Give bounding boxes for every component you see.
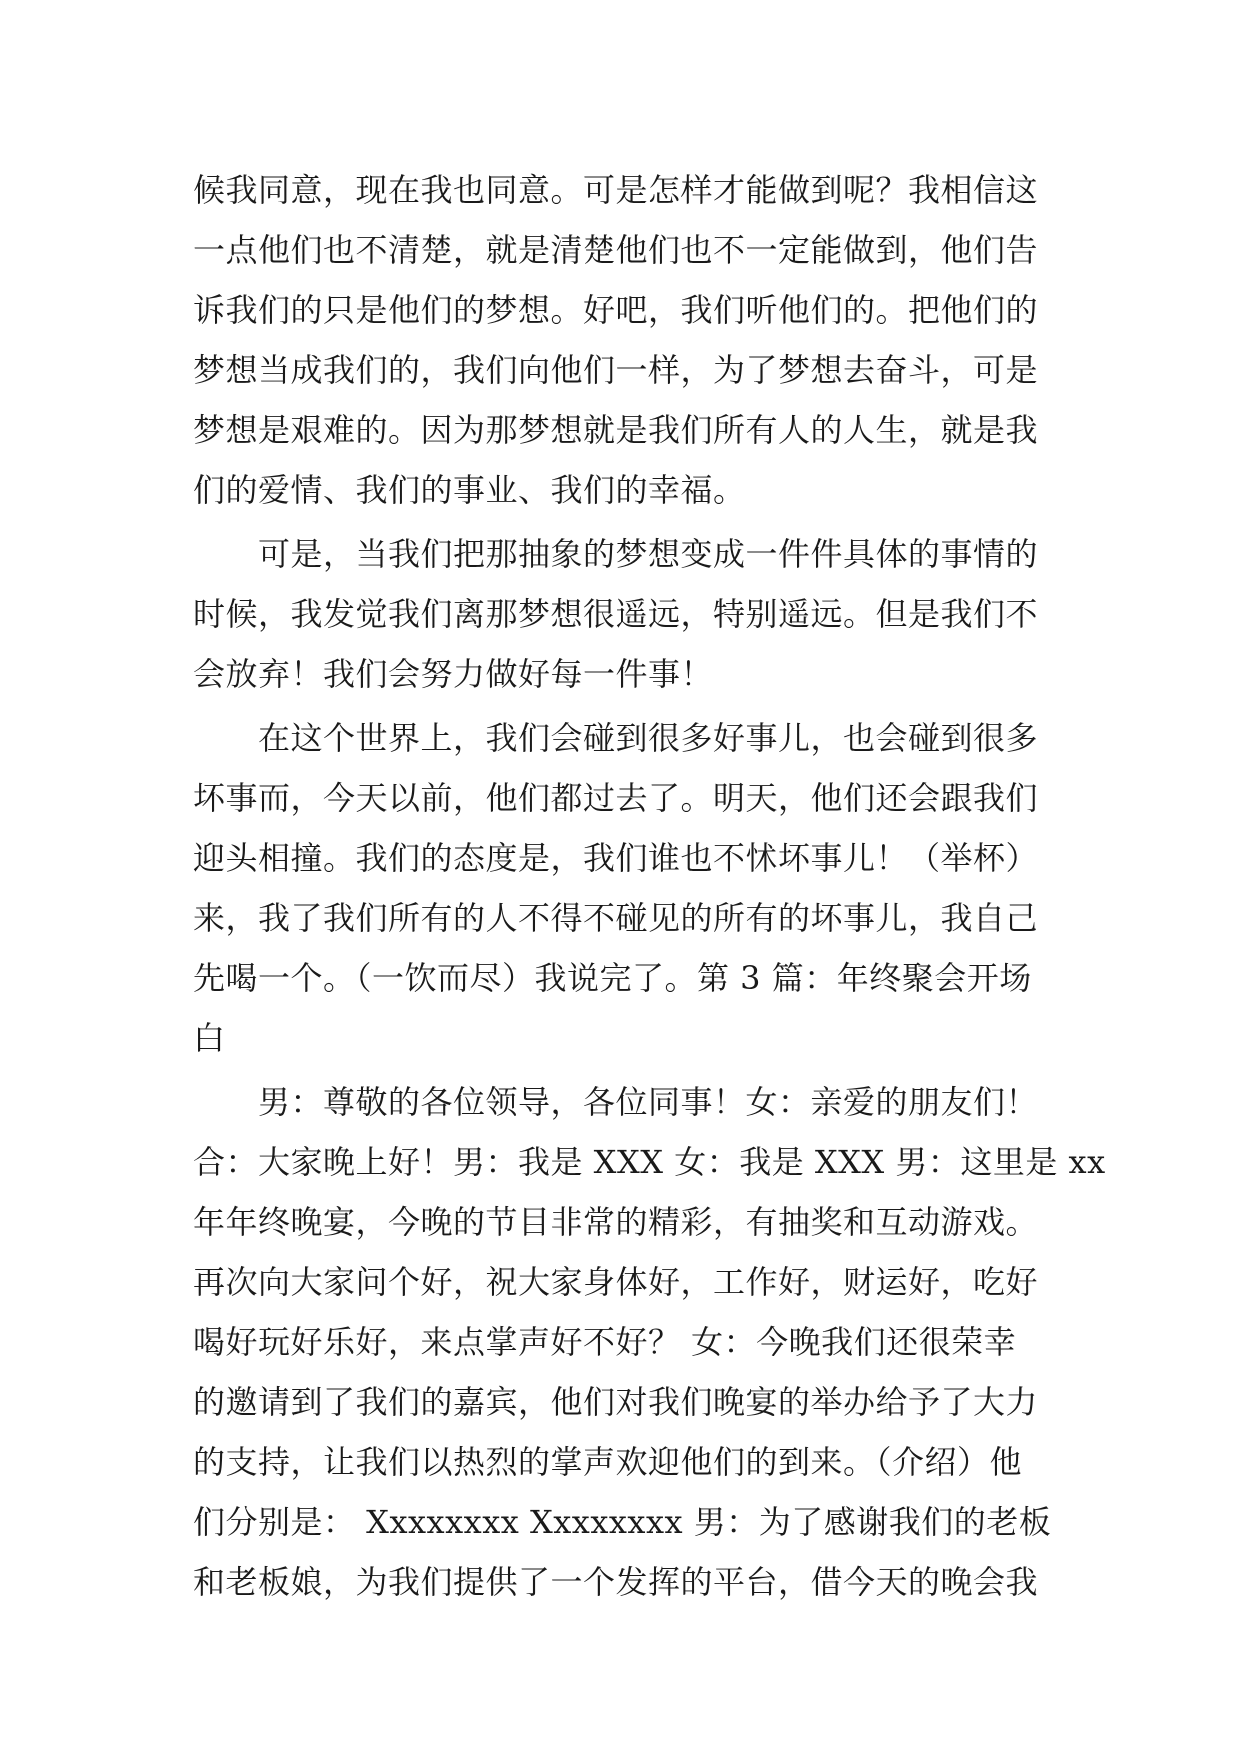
text-line: 来，我了我们所有的人不得不碰见的所有的坏事儿，我自己 xyxy=(193,899,1039,937)
text-line: 一点他们也不清楚，就是清楚他们也不一定能做到，他们告 xyxy=(193,231,1039,269)
text-line: 合：大家晚上好！男：我是 XXX 女：我是 XXX 男：这里是 xx xyxy=(193,1143,1106,1181)
text-line: 的支持，让我们以热烈的掌声欢迎他们的到来。（介绍）他 xyxy=(193,1443,1023,1481)
document-body xyxy=(193,160,1106,1612)
text-line: 再次向大家问个好，祝大家身体好，工作好，财运好，吃好 xyxy=(193,1263,1039,1301)
text-line: 候我同意，现在我也同意。可是怎样才能做到呢？我相信这 xyxy=(193,171,1039,209)
text-line: 梦想是艰难的。因为那梦想就是我们所有人的人生，就是我 xyxy=(193,411,1039,449)
text-line: 们的爱情、我们的事业、我们的幸福。 xyxy=(193,471,746,509)
text-line: 梦想当成我们的，我们向他们一样，为了梦想去奋斗，可是 xyxy=(193,351,1039,389)
text-line: 在这个世界上，我们会碰到很多好事儿，也会碰到很多 xyxy=(193,719,1039,757)
text-line: 先喝一个。（一饮而尽）我说完了。第 3 篇：年终聚会开场 xyxy=(193,959,1032,997)
text-line: 男：尊敬的各位领导，各位同事！女：亲爱的朋友们！ xyxy=(193,1083,1039,1121)
text-line: 可是，当我们把那抽象的梦想变成一件件具体的事情的 xyxy=(193,535,1039,573)
text-line: 喝好玩好乐好，来点掌声好不好？ 女：今晚我们还很荣幸 xyxy=(193,1323,1017,1361)
text-line: 和老板娘，为我们提供了一个发挥的平台，借今天的晚会我 xyxy=(193,1563,1039,1601)
text-line: 的邀请到了我们的嘉宾，他们对我们晚宴的举办给予了大力 xyxy=(193,1383,1039,1421)
text-line: 坏事而，今天以前，他们都过去了。明天，他们还会跟我们 xyxy=(193,779,1039,817)
text-line: 年年终晚宴，今晚的节目非常的精彩，有抽奖和互动游戏。 xyxy=(193,1203,1039,1241)
text-line: 们分别是： Xxxxxxxx Xxxxxxxx 男：为了感谢我们的老板 xyxy=(193,1503,1052,1541)
text-line: 白 xyxy=(193,1019,226,1057)
text-line: 迎头相撞。我们的态度是，我们谁也不怵坏事儿！（举杯） xyxy=(193,839,1039,877)
text-line: 会放弃！我们会努力做好每一件事！ xyxy=(193,655,714,693)
text-line: 时候，我发觉我们离那梦想很遥远，特别遥远。但是我们不 xyxy=(193,595,1039,633)
text-line: 诉我们的只是他们的梦想。好吧，我们听他们的。把他们的 xyxy=(193,291,1039,329)
